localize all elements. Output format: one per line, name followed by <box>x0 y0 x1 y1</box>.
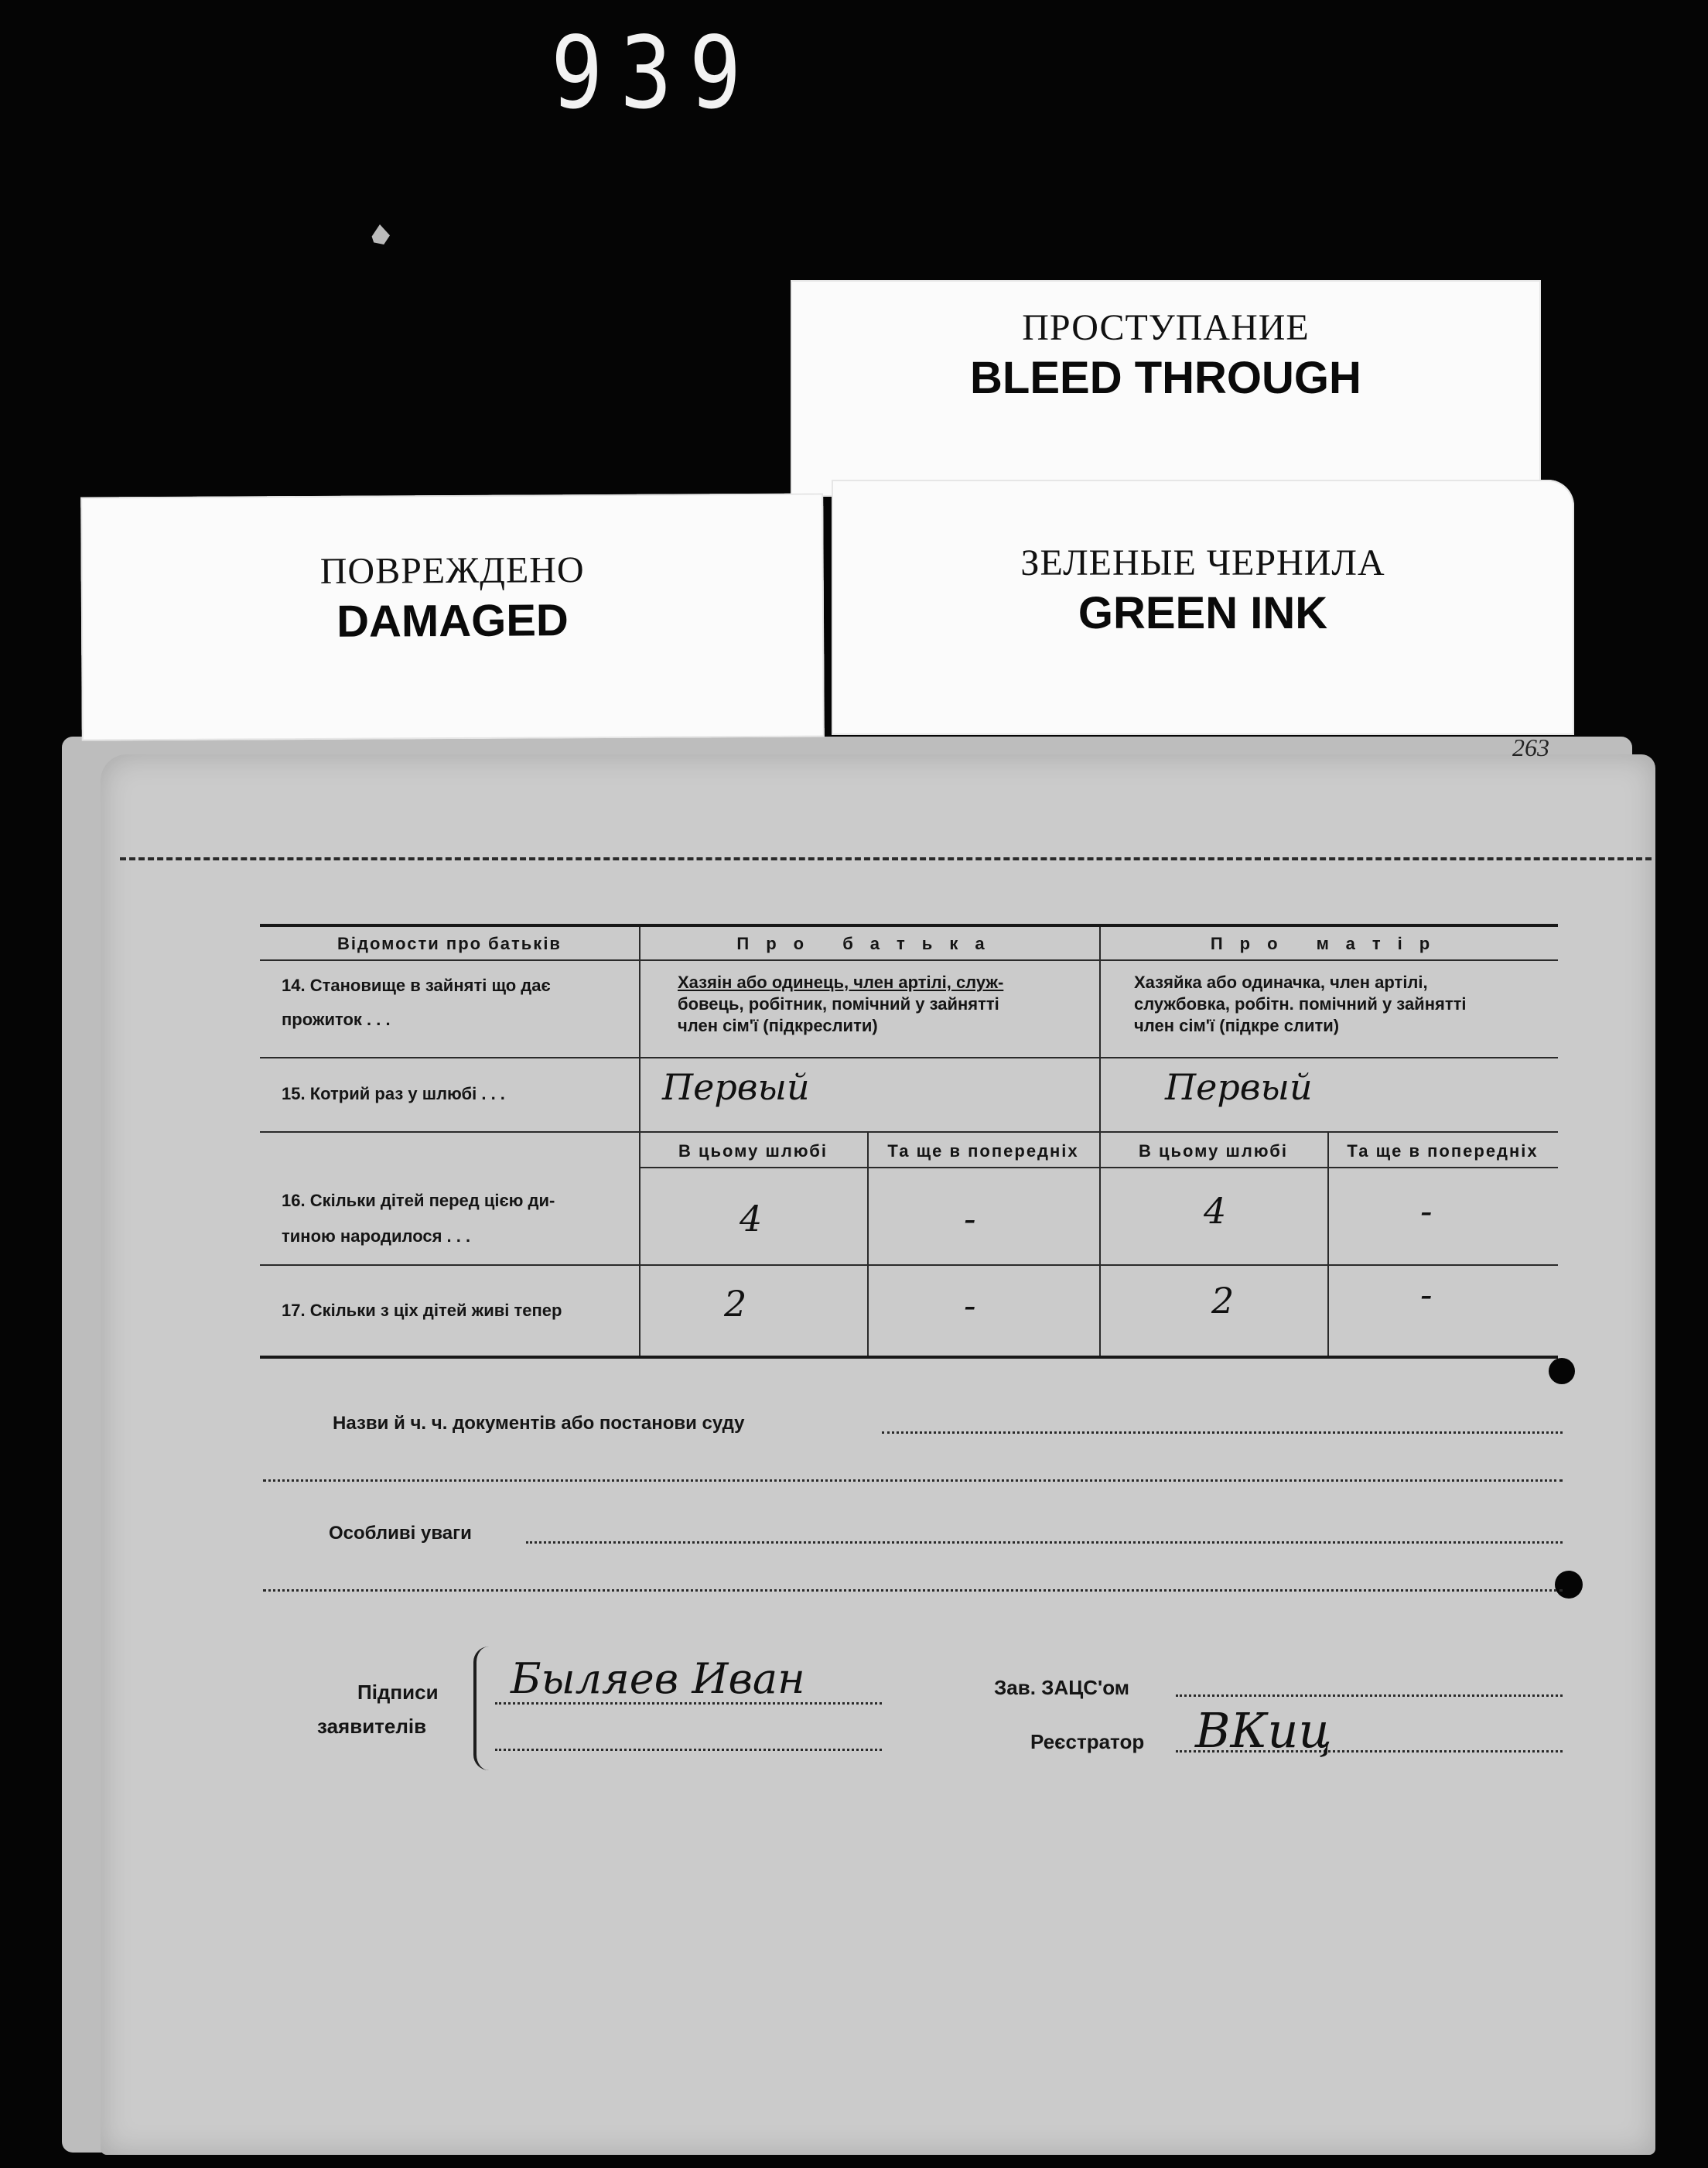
table-header-mother: Про матір <box>1210 934 1447 953</box>
row15-mother-handwritten: Первый <box>1165 1066 1313 1108</box>
subhead-mother-prev: Та ще в попередніх <box>1347 1141 1539 1161</box>
registrar-signature: ВКиц <box>1195 1702 1332 1759</box>
applicant-signature-line <box>495 1702 882 1705</box>
signature-brace <box>473 1647 489 1770</box>
documents-line <box>882 1431 1563 1434</box>
row17-label: 17. Скільки з ціх дітей живі тепер <box>282 1301 562 1320</box>
registrar-label: Реєстратор <box>1030 1730 1145 1753</box>
documents-label: Назви й ч. ч. документів або постанови суду <box>333 1413 745 1434</box>
notes-label: Особливі уваги <box>329 1523 472 1544</box>
punch-hole <box>1555 1571 1583 1599</box>
green-ink-ru: ЗЕЛЕНЫЕ ЧЕРНИЛА <box>1020 542 1385 583</box>
parents-info-table <box>260 924 1558 1359</box>
notes-line <box>526 1541 1563 1544</box>
table-header-parents: Відомости про батьків <box>337 934 562 953</box>
signatures-label-2: заявителів <box>317 1715 427 1738</box>
row14-father-2: бовець, робітник, помічний у зайнятті <box>678 994 999 1014</box>
row16-label-2: тиною народилося . . . <box>282 1226 471 1246</box>
bleed-through-en: BLEED THROUGH <box>970 353 1361 403</box>
subhead-mother-this: В цьому шлюбі <box>1138 1141 1289 1161</box>
bleed-through-card <box>791 280 1541 497</box>
row14-mother-2: службовка, робітн. помічний у зайнятті <box>1134 994 1467 1014</box>
damaged-card <box>80 493 825 740</box>
applicant-signature-line-2 <box>495 1749 882 1751</box>
green-ink-en: GREEN INK <box>1078 588 1328 638</box>
subhead-father-this: В цьому шлюбі <box>678 1141 828 1161</box>
punch-hole <box>1549 1358 1575 1384</box>
head-zags-line <box>1176 1694 1563 1697</box>
documents-line-2 <box>263 1479 1563 1482</box>
table-header-father: Про батька <box>736 934 1002 953</box>
row15-label: 15. Котрий раз у шлюбі . . . <box>282 1084 505 1103</box>
damaged-en: DAMAGED <box>336 595 569 647</box>
subhead-father-prev: Та ще в попередніх <box>887 1141 1079 1161</box>
applicant-signature: Быляев Иван <box>511 1654 805 1703</box>
row17-father-this: 2 <box>724 1283 747 1325</box>
green-ink-card <box>832 480 1574 735</box>
notes-line-2 <box>263 1589 1563 1592</box>
row16-label-1: 16. Скільки дітей перед цією ди- <box>282 1191 555 1210</box>
row17-mother-this: 2 <box>1211 1280 1235 1322</box>
bleed-through-ru: ПРОСТУПАНИЕ <box>1022 307 1310 348</box>
dust-speck <box>370 224 390 244</box>
sheet-page-number: 263 <box>1512 733 1549 761</box>
row14-mother-3: член сім'ї (підкре слити) <box>1134 1016 1340 1035</box>
signatures-label-1: Підписи <box>357 1681 439 1704</box>
row16-father-prev: - <box>964 1198 976 1240</box>
frame-number: 939 <box>551 15 759 132</box>
head-zags-label: Зав. ЗАЦС'ом <box>994 1676 1129 1699</box>
perforation-line <box>120 857 1652 860</box>
row14-label-2: прожиток . . . <box>282 1010 391 1029</box>
row16-mother-this: 4 <box>1204 1190 1227 1232</box>
row16-father-this: 4 <box>740 1198 763 1240</box>
row17-father-prev: - <box>964 1284 976 1326</box>
row14-father-3: член сім'ї (підкреслити) <box>678 1016 878 1035</box>
row14-mother-1: Хазяйка або одиначка, член артілі, <box>1134 973 1428 992</box>
damaged-ru: ПОВРЕЖДЕНО <box>319 549 585 592</box>
row14-father-1: Хазяін або одинець, член артілі, служ- <box>678 973 1004 992</box>
row15-father-handwritten: Первый <box>662 1066 810 1108</box>
row17-mother-prev: - <box>1420 1274 1433 1315</box>
row16-mother-prev: - <box>1420 1190 1433 1232</box>
row14-label-1: 14. Становище в зайняті що дає <box>282 976 551 995</box>
